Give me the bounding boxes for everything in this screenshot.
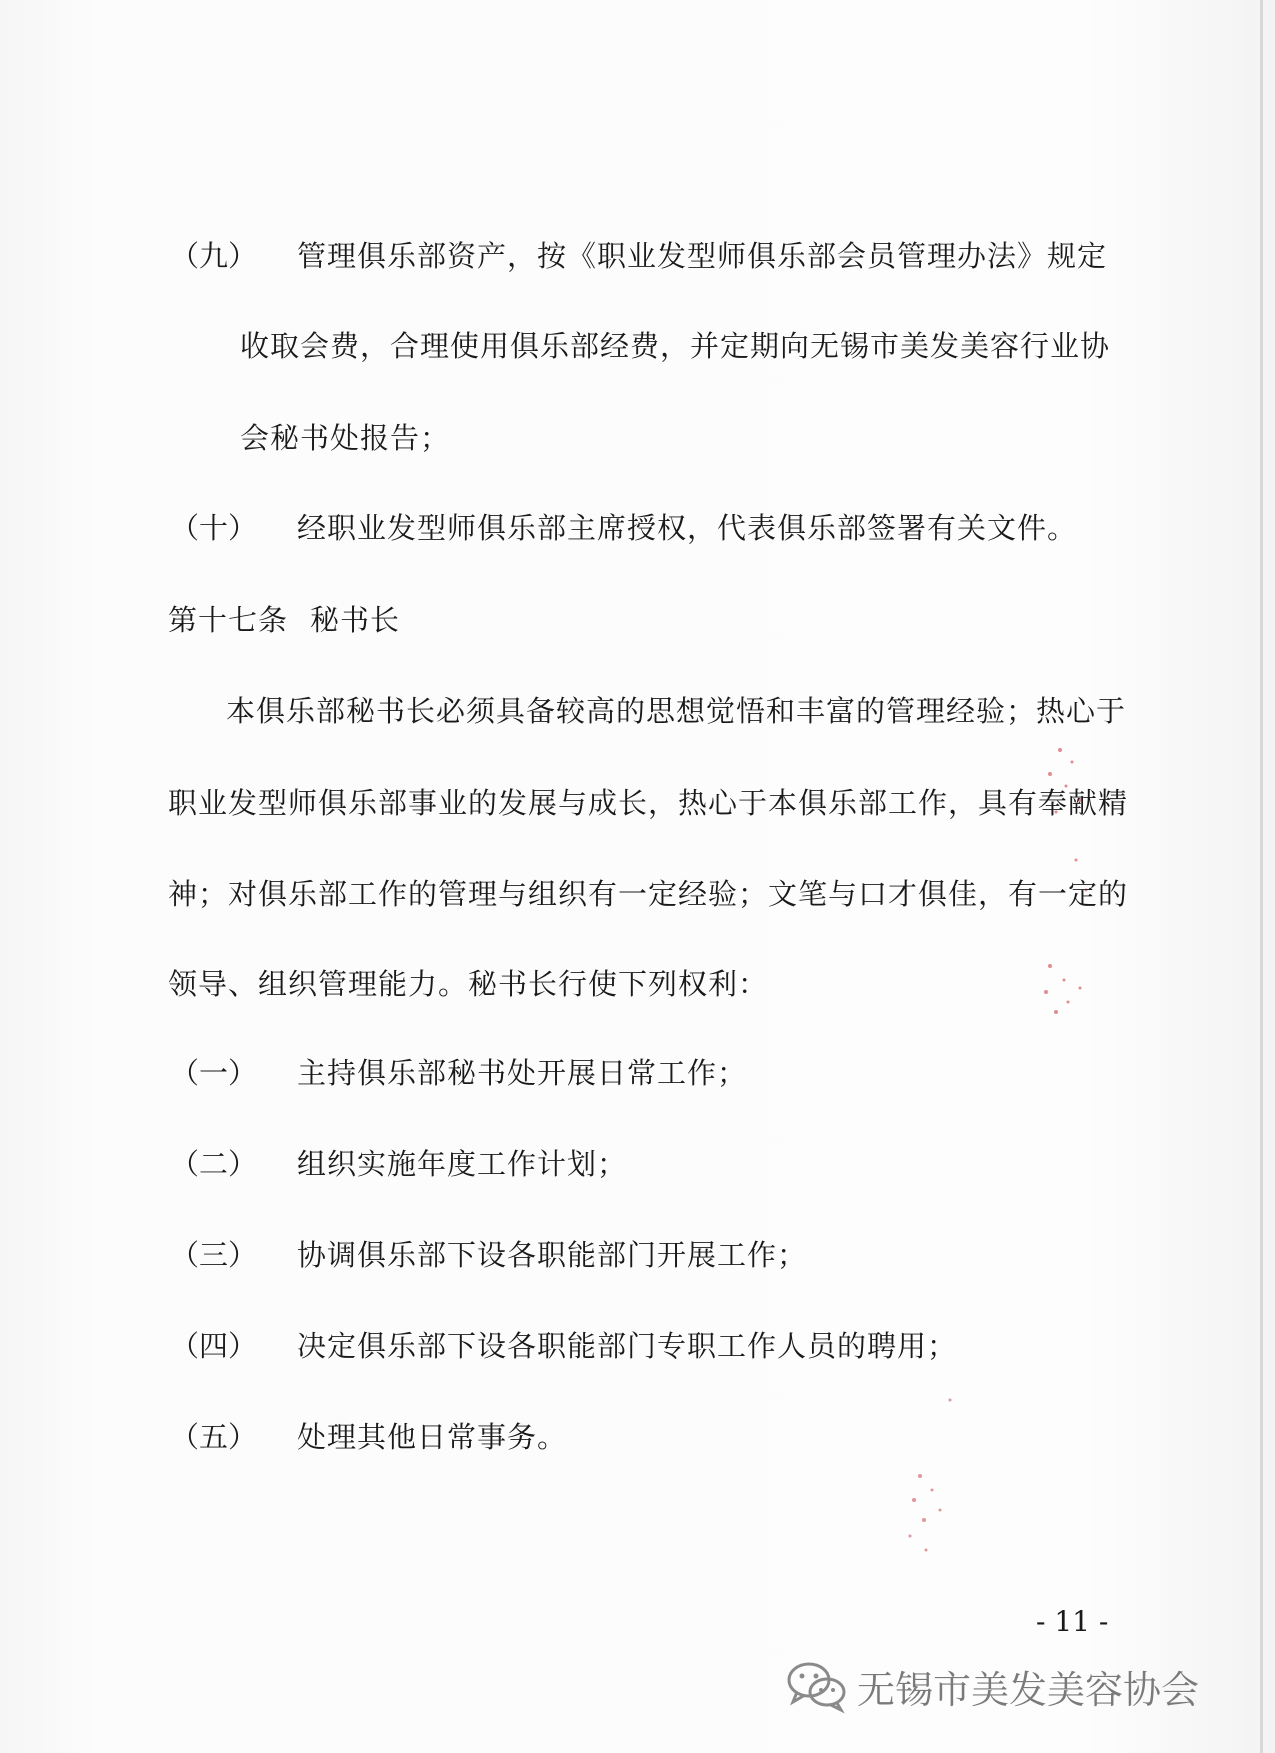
list-marker: （二） <box>170 1147 258 1181</box>
article-number: 第十七条 <box>168 603 289 637</box>
list-item-text: 决定俱乐部下设各职能部门专职工作人员的聘用； <box>297 1329 958 1363</box>
list-marker: （一） <box>170 1056 258 1090</box>
list-item-text: 管理俱乐部资产，按《职业发型师俱乐部会员管理办法》规定 <box>297 239 1108 273</box>
article-title: 秘书长 <box>310 603 401 637</box>
list-item-text: 组织实施年度工作计划； <box>297 1147 628 1181</box>
page-edge <box>1260 0 1263 1753</box>
list-item-continuation: 会秘书处报告； <box>240 421 451 455</box>
list-marker: （三） <box>170 1238 258 1272</box>
list-marker: （十） <box>170 511 258 545</box>
paragraph-line: 职业发型师俱乐部事业的发展与成长，热心于本俱乐部工作，具有奉献精 <box>168 786 1129 820</box>
watermark <box>785 1656 1199 1716</box>
list-item-text: 协调俱乐部下设各职能部门开展工作； <box>297 1238 808 1272</box>
watermark-text: 无锡市美发美容协会 <box>857 1667 1200 1712</box>
list-item-text: 处理其他日常事务。 <box>297 1420 568 1454</box>
list-marker: （五） <box>170 1420 258 1454</box>
page-number: - 11 - <box>1036 1605 1109 1638</box>
paragraph-line: 本俱乐部秘书长必须具备较高的思想觉悟和丰富的管理经验；热心于 <box>226 694 1127 728</box>
list-item-text: 经职业发型师俱乐部主席授权，代表俱乐部签署有关文件。 <box>297 511 1078 545</box>
list-marker: （九） <box>170 239 258 273</box>
list-marker: （四） <box>170 1329 258 1363</box>
wechat-icon <box>785 1658 849 1714</box>
seal-stamp-marks-lower <box>880 1380 990 1580</box>
list-item-continuation: 收取会费，合理使用俱乐部经费，并定期向无锡市美发美容行业协 <box>240 329 1111 363</box>
paragraph-line: 领导、组织管理能力。秘书长行使下列权利： <box>168 967 769 1001</box>
paragraph-line: 神；对俱乐部工作的管理与组织有一定经验；文笔与口才俱佳，有一定的 <box>168 877 1129 911</box>
list-item-text: 主持俱乐部秘书处开展日常工作； <box>297 1056 748 1090</box>
